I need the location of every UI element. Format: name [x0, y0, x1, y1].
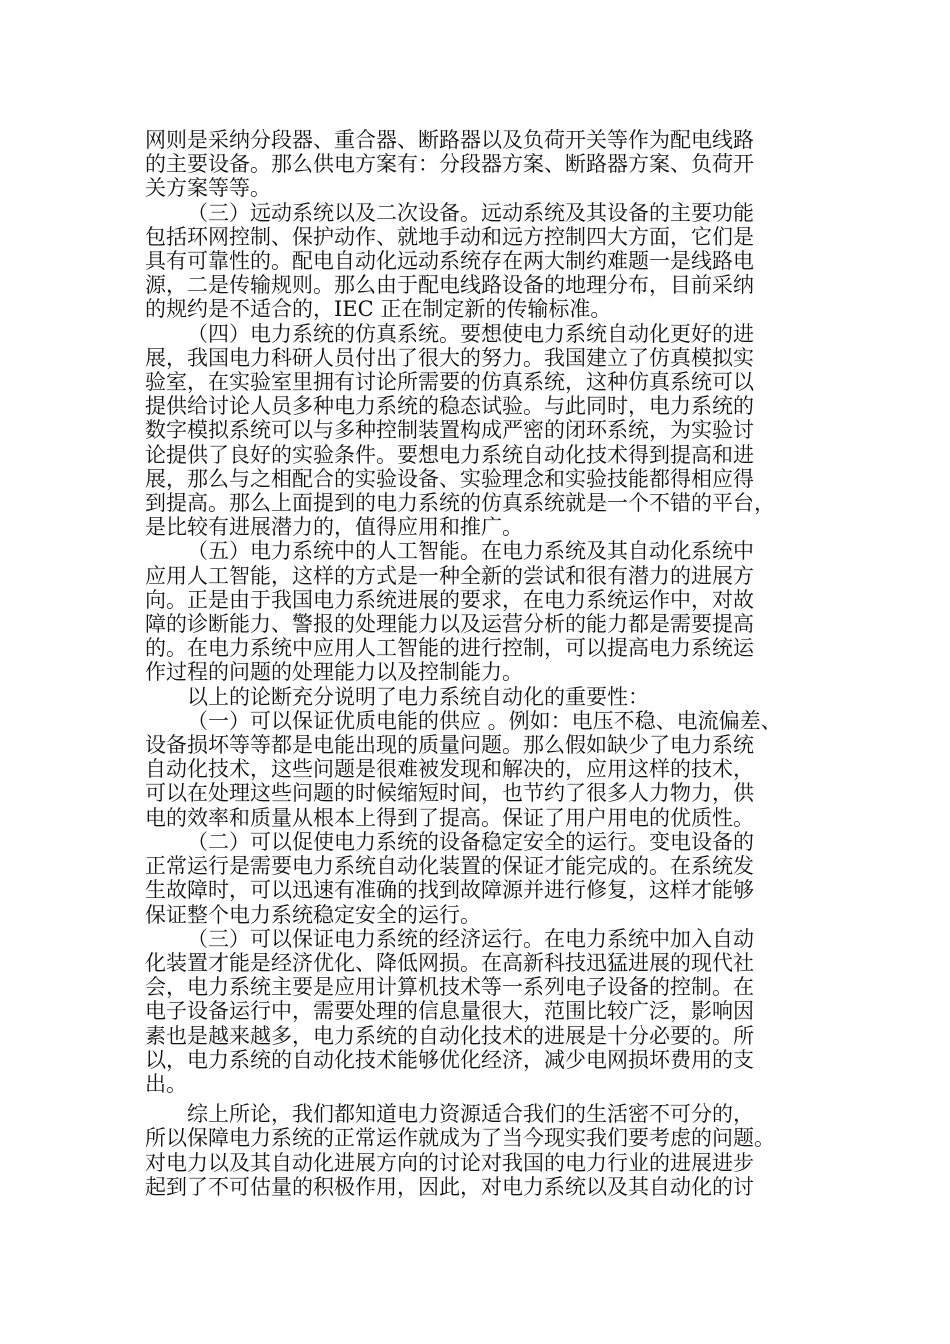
- document-page: [145, 128, 815, 1199]
- paragraph-conclusion: 综上所论，我们都知道电力资源适合我们的生活密不可分的， 所以保障电力系统的正常运作就成为了当今现实我们要考虑的问题。 对电力以及其自动化进展方向的讨论对我国的电力行业的进展进步 起到了不可估量的积极作用，因此，对电力系统以及其自动化的讨: [145, 1102, 775, 1199]
- paragraph-telecontrol-system: （三）远动系统以及二次设备。远动系统及其设备的主要功能 包括环网控制、保护动作、就地手动和远方控制四大方面，它们是 具有可靠性的。配电自动化远动系统存在两大制约难题一是线路电 源，二是传输规则。那么由于配电线路设备的地理分布，目前采纳 的规约是不适合的，IEC 正在制定新的传输标准。: [145, 200, 754, 322]
- paragraph-simulation-system: （四）电力系统的仿真系统。要想使电力系统自动化更好的进 展，我国电力科研人员付出了很大的努力。我国建立了仿真模拟实 验室，在实验室里拥有讨论所需要的仿真系统，这种仿真系统可以 提供给讨论人员多种电力系统的稳态试验。与此同时，电力系统的 数字模拟系统可以与多种控制装置构成严密的闭环系统，为实验讨 论提供了良好的实验条件。要想电力系统自动化技术得到提高和进 展，那么与之相配合的实验设备、实验理念和实验技能都得相应得 到提高。那么上面提到的电力系统的仿真系统就是一个不错的平台， 是比较有进展潜力的，值得应用和推广。: [145, 321, 775, 540]
- paragraph-importance-intro: 以上的论断充分说明了电力系统自动化的重要性：: [187, 684, 649, 709]
- paragraph-artificial-intelligence: （五）电力系统中的人工智能。在电力系统及其自动化系统中 应用人工智能，这样的方式是一种全新的尝试和很有潜力的进展方 向。正是由于我国电力系统进展的要求，在电力系统运作中，对故 障的诊断能力、警报的处理能力以及运营分析的能力都是需要提高 的。在电力系统中应用人工智能的进行控制，可以提高电力系统运 作过程的问题的处理能力以及控制能力。: [145, 539, 754, 685]
- paragraph-distribution-devices: 网则是采纳分段器、重合器、断路器以及负荷开关等作为配电线路 的主要设备。那么供电方案有：分段器方案、断路器方案、负荷开 关方案等等。: [145, 128, 754, 201]
- paragraph-economic-operation: （三）可以保证电力系统的经济运行。在电力系统中加入自动 化装置才能是经济优化、降低网损。在高新科技迅猛进展的现代社 会，电力系统主要是应用计算机技术等一系列电子设备的控制。在 电子设备运行中，需要处理的信息量很大，范围比较广泛，影响因 素也是越来越多，电力系统的自动化技术的进展是十分必要的。所 以，电力系统的自动化技术能够优化经济，减少电网损坏费用的支 出。: [145, 926, 754, 1096]
- paragraph-safe-operation: （二）可以促使电力系统的设备稳定安全的运行。变电设备的 正常运行是需要电力系统自动化装置的保证才能完成的。在系统发 生故障时，可以迅速有准确的找到故障源并进行修复，这样才能够 保证整个电力系统稳定安全的运行。: [145, 829, 754, 927]
- paragraph-power-quality: （一）可以保证优质电能的供应 。例如：电压不稳、电流偏差、 设备损坏等等都是电能出现的质量问题。那么假如缺少了电力系统 自动化技术，这些问题是很难被发现和解决的，应用这样的技术， 可以在处理这些问题的时候缩短时间，也节约了很多人力物力，供 电的效率和质量从根本上得到了提高。保证了用户用电的优质性。: [145, 708, 782, 830]
